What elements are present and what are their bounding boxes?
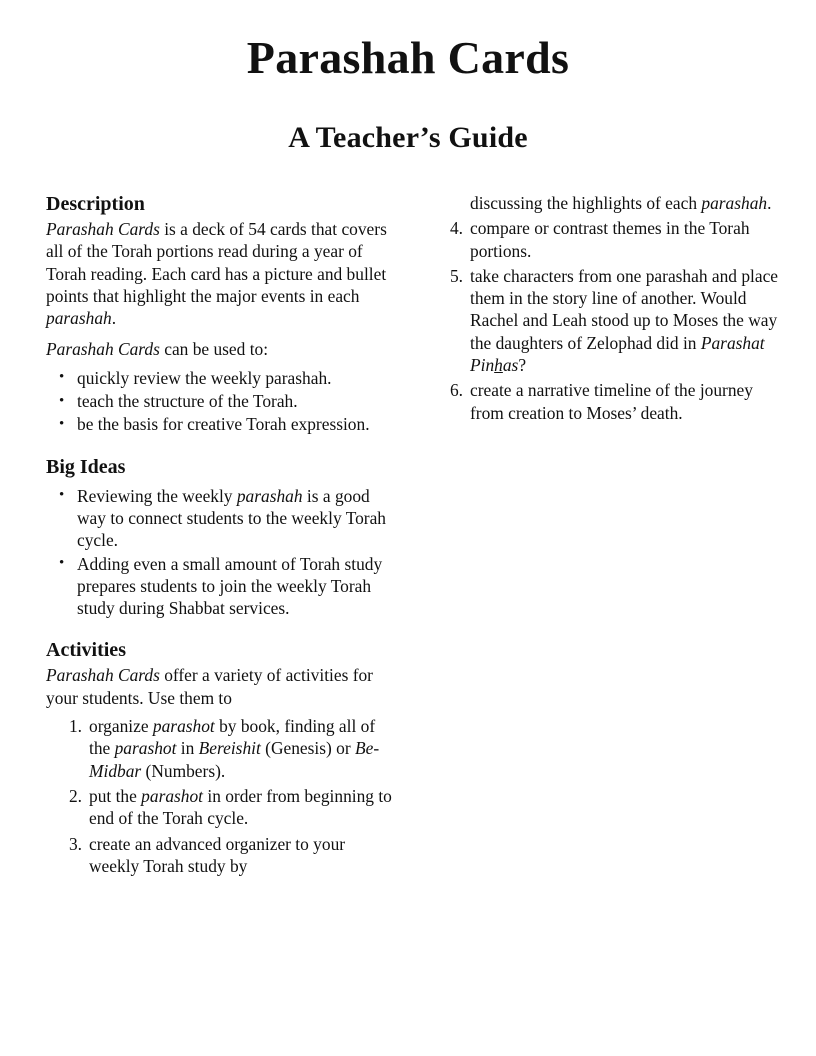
description-paragraph-2	[46, 338, 398, 360]
left-column	[46, 192, 398, 880]
italic-parashah-cards: Parashah Cards	[46, 339, 160, 360]
italic-parashah-cards: Parashah Cards	[46, 219, 160, 239]
list-item-number: 5.	[449, 265, 463, 286]
italic-parashah-cards: Parashah Cards	[46, 665, 160, 686]
list-item	[60, 833, 398, 878]
italic-parashah: parashah	[236, 485, 303, 506]
list-item: • teach the structure of the Torah.	[57, 390, 398, 412]
list-item	[60, 785, 398, 830]
page-subtitle: A Teacher’s Guide	[288, 121, 528, 154]
description-paragraph-1-rest: is a deck of 54 cards that covers all of the Torah portions read during a year of Torah reading. Each card has a picture and bullet points that highlight the major events in each	[46, 219, 387, 306]
italic-parashah: parashah	[701, 193, 768, 213]
italic-parashot: parashot	[152, 716, 215, 737]
seg: (Genesis) or	[260, 738, 355, 759]
seg: in order from beginning to end of the Torah cycle.	[89, 785, 392, 829]
continuation-post: .	[767, 193, 772, 213]
seg: by book, finding all of the	[89, 716, 376, 759]
description-bullet-list	[46, 367, 398, 436]
list-item-number: 2.	[68, 785, 82, 806]
list-item: • quickly review the weekly parashah.	[57, 367, 398, 389]
list-item-number: 3.	[68, 833, 82, 854]
list-item-number: 1.	[68, 716, 82, 737]
big-idea-2-pre: Adding even a small amount of Torah study prepares students to join the weekly Torah study during Shabbat services.	[77, 553, 383, 619]
list-item: • be the basis for creative Torah expression.	[57, 413, 398, 435]
list-item	[441, 217, 779, 262]
list-item-number: 4.	[449, 218, 463, 239]
heading-big-ideas: Big Ideas	[46, 455, 126, 478]
page-title: Parashah Cards	[246, 32, 570, 83]
seg: create a narrative timeline of the journey from creation to Moses’ death.	[470, 380, 753, 423]
heading-activities: Activities	[46, 639, 126, 662]
italic-parashot: parashot	[114, 738, 177, 759]
activities-numbered-list	[46, 715, 398, 877]
italic-bereishit: Bereishit	[198, 738, 261, 759]
continuation-pre: discussing the highlights of each	[470, 193, 702, 213]
seg: Parashat Pin	[470, 332, 765, 376]
italic-parashot: parashot	[141, 785, 204, 806]
seg: compare or contrast themes in the Torah portions.	[470, 218, 750, 261]
activities-numbered-list-continued	[427, 217, 779, 424]
description-paragraph-2-rest: can be used to:	[159, 339, 269, 360]
italic-be-midbar: Be-Midbar	[89, 738, 380, 781]
list-item	[441, 379, 779, 424]
seg: ?	[518, 355, 527, 376]
seg: put the	[89, 785, 142, 806]
seg: (Numbers).	[141, 760, 226, 781]
seg: organize	[89, 716, 153, 737]
underlined-het: h	[494, 355, 503, 376]
big-ideas-bullet-list	[46, 485, 398, 620]
list-item-number: 6.	[449, 380, 463, 401]
list-item	[441, 265, 779, 376]
seg: take characters from one parashah and place them in the story line of another. Would Rachel and Leah stood up to Moses the way the daughters of Zelophad did in	[470, 265, 779, 353]
big-idea-1-pre: Reviewing the weekly	[77, 485, 237, 506]
activities-intro-rest: offer a variety of activities for your students. Use them to	[46, 665, 373, 708]
list-item	[57, 553, 398, 620]
right-column	[427, 192, 779, 427]
heading-description: Description	[46, 193, 145, 215]
seg: as	[502, 355, 519, 376]
italic-parashah: parashah	[46, 308, 112, 329]
activities-item-3-continuation	[470, 192, 779, 214]
big-idea-1-post: is a good way to connect students to the weekly Torah cycle.	[77, 485, 386, 551]
description-paragraph-1-tail: .	[111, 308, 117, 329]
activities-intro	[46, 664, 398, 709]
list-item	[57, 485, 398, 552]
description-paragraph-1	[46, 218, 398, 329]
seg: in	[176, 738, 199, 759]
list-item	[60, 715, 398, 782]
seg: create an advanced organizer to your weekly Torah study by	[89, 833, 346, 876]
